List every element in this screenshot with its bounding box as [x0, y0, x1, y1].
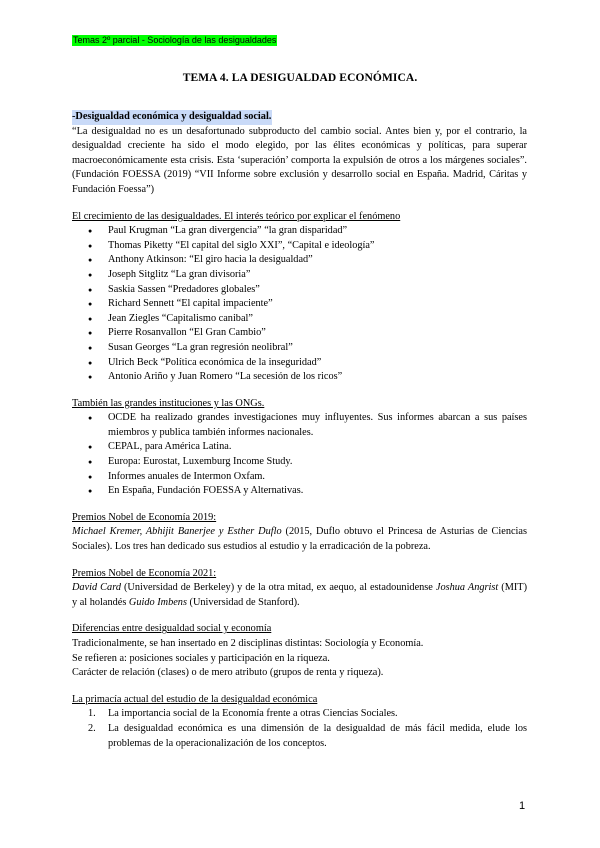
diferencias-line: Carácter de relación (clases) o de mero atributo (grupos de renta y riqueza).: [72, 667, 384, 679]
list-item-text: La importancia social de la Economía frente a otras Ciencias Sociales.: [108, 708, 398, 720]
list-item: ● CEPAL, para América Latina.: [108, 440, 527, 455]
list-item: ● Richard Sennett “El capital impaciente”: [108, 297, 527, 312]
list-item: ● Informes anuales de Intermon Oxfam.: [108, 470, 527, 485]
page-number: 1: [519, 800, 526, 812]
nobel-2021-text: (MIT) y al holandés: [72, 582, 528, 608]
foessa-quote: “La desigualdad no es un desafortunado subproducto del cambio social. Antes bien y, por el contrario, la desigualdad creciente ha sido el modo elegido, por las élites económicas y políticas, para superar macroeconómicamente esta crisis. Esta ‘superación’ comporta la expulsión de otros a los márgenes sociales”. (Fundación FOESSA (2019) “VII Informe sobre exclusión y desarrollo social en España. Madrid, Cáritas y Fundación Foessa”): [72, 125, 527, 195]
list-item: [88, 722, 527, 751]
list-number: 1.: [88, 708, 96, 720]
nobel-2021-text: (Universidad de Stanford).: [186, 596, 300, 608]
list-item: ● Jean Ziegles “Capitalismo canibal”: [108, 312, 527, 327]
list-item: ● Saskia Sassen “Predadores globales”: [108, 283, 527, 298]
diferencias-line: Tradicionalmente, se han insertado en 2 disciplinas distintas: Sociología y Economía.: [72, 638, 424, 649]
list-item: ● Joseph Sitglitz “La gran divisoria”: [108, 268, 527, 283]
document-body: [72, 110, 527, 751]
authors-list: [72, 224, 527, 385]
list-item: ● Thomas Piketty “El capital del siglo XXI”, “Capital e ideología”: [108, 239, 527, 254]
list-item: ● Antonio Ariño y Juan Romero “La secesión de los ricos”: [108, 370, 527, 385]
section-heading-instituciones: También las grandes instituciones y las ONGs.: [72, 397, 265, 409]
list-item: ● En España, Fundación FOESSA y Alternativas.: [108, 484, 527, 499]
list-item-text: La desigualdad económica es una dimensión de la desigualdad de más fácil medida, elude los problemas de la operacionalización de los conceptos.: [108, 722, 527, 749]
institutions-list: [72, 411, 527, 499]
section-heading-crecimiento: El crecimiento de las desigualdades. El interés teórico por explicar el fenómeno: [72, 210, 401, 222]
nobel-2019-paragraph: [72, 525, 527, 554]
list-item: [88, 707, 527, 722]
list-item: ● Ulrich Beck “Política económica de la inseguridad”: [108, 356, 527, 371]
diferencias-line: Se refieren a: posiciones sociales y participación en la riqueza.: [72, 652, 330, 664]
nobel-2019-text: (2015, Duflo obtuvo el Princesa de Asturias de Ciencias Sociales). Los tres han dedicado sus estudios al estudio y la erradicación de la pobreza.: [72, 526, 527, 553]
section-heading-nobel-2019: Premios Nobel de Economía 2019:: [72, 511, 217, 523]
section-heading-diferencias: Diferencias entre desigualdad social y economía: [72, 623, 272, 635]
list-item: ● Anthony Atkinson: “El giro hacia la desigualdad”: [108, 253, 527, 268]
nobel-2021-name-imbens: Guido Imbens: [128, 596, 187, 608]
section-heading-primacia: La primacía actual del estudio de la desigualdad económica: [72, 693, 318, 705]
list-item: ● Paul Krugman “La gran divergencia” “la gran disparidad”: [108, 224, 527, 239]
nobel-2021-paragraph: [72, 581, 527, 610]
nobel-2021-name-angrist: Joshua Angrist: [435, 582, 499, 594]
page-title: TEMA 4. LA DESIGUALDAD ECONÓMICA.: [182, 72, 418, 84]
list-number: 2.: [88, 722, 96, 734]
nobel-2021-text: (Universidad de Berkeley) y de la otra mitad, ex aequo, al estadounidense: [120, 582, 436, 594]
section-heading-desigualdad: -Desigualdad económica y desigualdad social.: [72, 110, 272, 125]
list-item: ● Europa: Eurostat, Luxemburg Income Study.: [108, 455, 527, 470]
nobel-2021-name-card: David Card: [72, 582, 121, 594]
primacia-list: [72, 707, 527, 751]
nobel-2019-names: Michael Kremer, Abhijit Banerjee y Esther Duflo: [72, 526, 282, 538]
list-item: ● Pierre Rosanvallon “El Gran Cambio”: [108, 326, 527, 341]
list-item: ● Susan Georges “La gran regresión neolibral”: [108, 341, 527, 356]
running-header: Temas 2º parcial - Sociología de las desigualdades: [73, 35, 277, 45]
section-heading-nobel-2021: Premios Nobel de Economía 2021:: [72, 567, 217, 579]
list-item: ● OCDE ha realizado grandes investigaciones muy influyentes. Sus informes abarcan a sus países miembros y publica también informes nacionales.: [108, 411, 527, 440]
